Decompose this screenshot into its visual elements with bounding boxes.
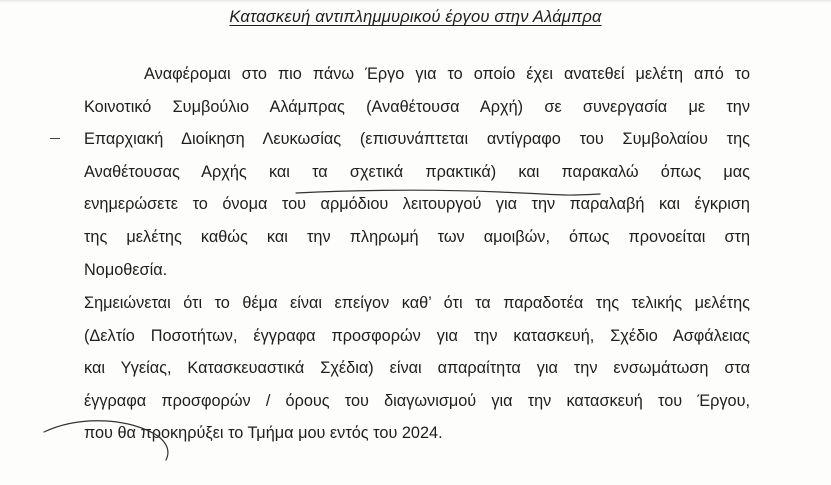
paragraph-1: [84, 58, 750, 286]
paragraph-1-line: Αναφέρομαι στο πιο πάνω Έργο για το οποίο έχει ανατεθεί μελέτη από το: [144, 65, 750, 83]
paragraph-2-line: (Δελτίο Ποσοτήτων, έγγραφα προσφορών για την κατασκευή, Σχέδιο Ασφάλειας: [84, 326, 750, 345]
paragraph-1-line: Κοινοτικό Συμβούλιο Αλάμπρας (Αναθέτουσα Αρχή) σε συνεργασία με την: [84, 97, 750, 116]
paragraph-2-line: Σημειώνεται ότι το θέμα είναι επείγον καθ’ ότι τα παραδοτέα της τελικής μελέτης: [84, 294, 750, 312]
scan-edge-shadow: [0, 0, 831, 3]
paragraph-2-line: και Υγείας, Κατασκευαστικά Σχέδια) είναι απαραίτητα για την ενσωμάτωση στα: [84, 359, 750, 378]
paragraph-1-line: Αναθέτουσας Αρχής και τα σχετικά πρακτικά) και παρακαλώ όπως μας: [84, 162, 750, 181]
document-title: Κατασκευή αντιπλημμυρικού έργου στην Αλάμπρα: [229, 8, 602, 26]
paragraph-1-line: Νομοθεσία.: [84, 260, 168, 279]
paragraph-2: [84, 287, 750, 450]
paragraph-2-line: που θα προκηρύξει το Τμήμα μου εντός του 2024.: [84, 424, 443, 443]
paragraph-2-line: έγγραφα προσφορών / όρους του διαγωνισμού για την κατασκευή του Έργου,: [84, 391, 750, 410]
paragraph-1-line: Επαρχιακή Διοίκηση Λευκωσίας (επισυνάπτεται αντίγραφο του Συμβολαίου της: [84, 130, 750, 149]
margin-mark: [50, 138, 60, 139]
paragraph-1-line: ενημερώσετε το όνομα του αρμόδιου λειτουργού για την παραλαβή και έγκριση: [84, 195, 750, 214]
paragraph-1-line: της μελέτης καθώς και την πληρωμή των αμοιβών, όπως προνοείται στη: [84, 227, 750, 246]
